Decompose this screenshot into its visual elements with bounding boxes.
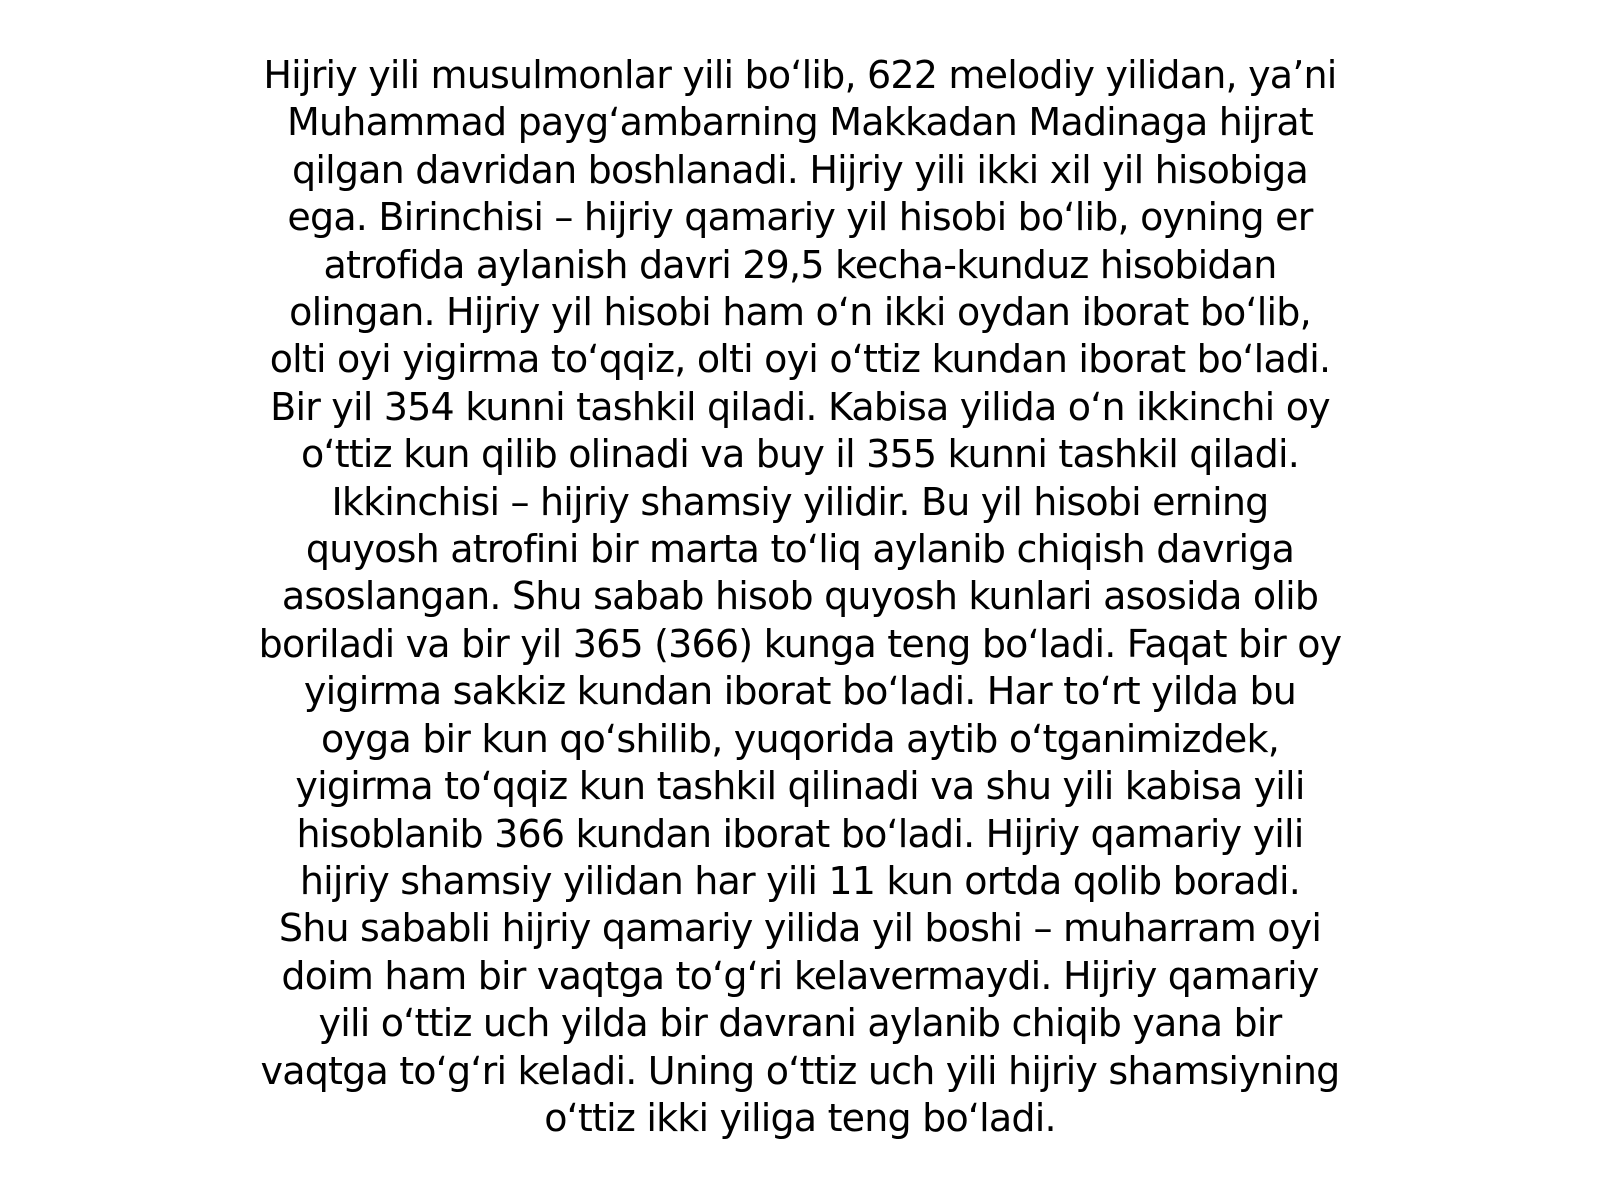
text-line: hisoblanib 366 kundan iborat bo‘ladi. Hijriy qamariy yili bbox=[296, 811, 1304, 856]
text-line: asoslangan. Shu sabab hisob quyosh kunlari asosida olib bbox=[281, 574, 1319, 619]
text-line: oyga bir kun qo‘shilib, yuqorida aytib o‘tganimizdek, bbox=[321, 716, 1279, 761]
text-line: ega. Birinchisi – hijriy qamariy yil hisobi bo‘lib, oyning er bbox=[287, 195, 1313, 240]
text-line: Hijriy yili musulmonlar yili bo‘lib, 622 melodiy yilidan, ya’ni bbox=[263, 53, 1337, 97]
text-line: boriladi va bir yil 365 (366) kunga teng bo‘ladi. Faqat bir oy bbox=[258, 621, 1342, 666]
text-line: o‘ttiz ikki yiliga teng bo‘ladi. bbox=[544, 1095, 1056, 1140]
text-line: vaqtga to‘g‘ri keladi. Uning o‘ttiz uch yili hijriy shamsiyning bbox=[260, 1048, 1340, 1093]
text-line: Shu sababli hijriy qamariy yilida yil boshi – muharram oyi bbox=[278, 906, 1322, 951]
text-line: Ikkinchisi – hijriy shamsiy yilidir. Bu yil hisobi erning bbox=[331, 479, 1269, 524]
text-line: olti oyi yigirma to‘qqiz, olti oyi o‘ttiz kundan iborat bo‘ladi. bbox=[269, 337, 1331, 382]
text-line: quyosh atrofini bir marta to‘liq aylanib chiqish davriga bbox=[305, 527, 1295, 572]
text-line: yili o‘ttiz uch yilda bir davrani aylanib chiqib yana bir bbox=[318, 1001, 1282, 1046]
text-line: yigirma to‘qqiz kun tashkil qilinadi va shu yili kabisa yili bbox=[295, 764, 1305, 809]
body-paragraph bbox=[180, 52, 1420, 1142]
text-line: hijriy shamsiy yilidan har yili 11 kun ortda qolib boradi. bbox=[299, 858, 1301, 903]
text-line: Bir yil 354 kunni tashkil qiladi. Kabisa yilida o‘n ikkinchi oy bbox=[270, 384, 1330, 429]
text-line: qilgan davridan boshlanadi. Hijriy yili ikki xil yil hisobiga bbox=[292, 147, 1308, 192]
text-line: o‘ttiz kun qilib olinadi va buy il 355 kunni tashkil qiladi. bbox=[301, 432, 1299, 477]
text-line: olingan. Hijriy yil hisobi ham o‘n ikki oydan iborat bo‘lib, bbox=[289, 290, 1311, 335]
text-line: Muhammad payg‘ambarning Makkadan Madinaga hijrat bbox=[287, 100, 1313, 145]
text-line: atrofida aylanish davri 29,5 kecha-kunduz hisobidan bbox=[323, 242, 1277, 287]
text-line: doim ham bir vaqtga to‘g‘ri kelavermaydi. Hijriy qamariy bbox=[281, 953, 1319, 998]
text-line: yigirma sakkiz kundan iborat bo‘ladi. Har to‘rt yilda bu bbox=[303, 669, 1297, 714]
